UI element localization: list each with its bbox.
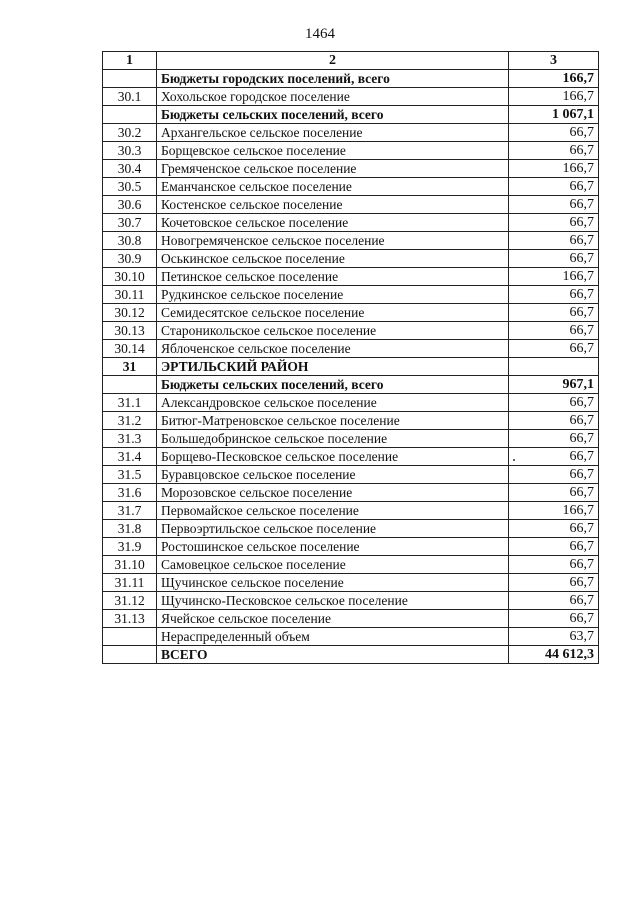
row-number: 30.6 (103, 196, 157, 214)
row-number: 31.7 (103, 502, 157, 520)
row-value: 66,7 (509, 538, 599, 556)
row-value: 66,7 (509, 214, 599, 232)
row-number: 30.3 (103, 142, 157, 160)
row-value: 66,7 (509, 196, 599, 214)
table-row (103, 340, 599, 358)
table-row (103, 214, 599, 232)
scan-speck (513, 459, 515, 461)
row-value: 166,7 (509, 160, 599, 178)
row-name: Бюджеты городских поселений, всего (157, 70, 509, 88)
row-number (103, 628, 157, 646)
row-number: 31.11 (103, 574, 157, 592)
row-value: 1 067,1 (509, 106, 599, 124)
row-name: Бюджеты сельских поселений, всего (157, 376, 509, 394)
row-name: ВСЕГО (157, 646, 509, 664)
row-number: 30.9 (103, 250, 157, 268)
row-name: Буравцовское сельское поселение (157, 466, 509, 484)
row-name: Староникольское сельское поселение (157, 322, 509, 340)
row-number (103, 376, 157, 394)
table-row (103, 196, 599, 214)
row-name: Гремяченское сельское поселение (157, 160, 509, 178)
row-number: 31.10 (103, 556, 157, 574)
table-row (103, 358, 599, 376)
row-name: Петинское сельское поселение (157, 268, 509, 286)
row-name: Новогремяченское сельское поселение (157, 232, 509, 250)
row-number: 30.7 (103, 214, 157, 232)
row-name: Еманчанское сельское поселение (157, 178, 509, 196)
row-name: Битюг-Матреновское сельское поселение (157, 412, 509, 430)
row-value: 66,7 (509, 340, 599, 358)
row-name: Морозовское сельское поселение (157, 484, 509, 502)
row-name: Александровское сельское поселение (157, 394, 509, 412)
table-row (103, 232, 599, 250)
row-value: 66,7 (509, 412, 599, 430)
row-number: 31.9 (103, 538, 157, 556)
row-name: Архангельское сельское поселение (157, 124, 509, 142)
row-name: Оськинское сельское поселение (157, 250, 509, 268)
table-row (103, 430, 599, 448)
row-value: 66,7 (509, 322, 599, 340)
row-number: 30.14 (103, 340, 157, 358)
table-row (103, 610, 599, 628)
table-row (103, 376, 599, 394)
table-row (103, 124, 599, 142)
row-number (103, 646, 157, 664)
row-value: 66,7 (509, 592, 599, 610)
row-name: Самовецкое сельское поселение (157, 556, 509, 574)
page-number: 1464 (305, 26, 335, 42)
row-name: Первомайское сельское поселение (157, 502, 509, 520)
table-row (103, 466, 599, 484)
row-value: 66,7 (509, 286, 599, 304)
table-row (103, 502, 599, 520)
table-row (103, 178, 599, 196)
row-number: 31.5 (103, 466, 157, 484)
header-col-2: 2 (157, 52, 509, 70)
table-row (103, 520, 599, 538)
row-name: Борщевское сельское поселение (157, 142, 509, 160)
row-name: Яблоченское сельское поселение (157, 340, 509, 358)
table-row (103, 322, 599, 340)
row-value: 967,1 (509, 376, 599, 394)
table-row (103, 88, 599, 106)
row-name: Большедобринское сельское поселение (157, 430, 509, 448)
table-row (103, 250, 599, 268)
row-value: 44 612,3 (509, 646, 599, 664)
row-value: 66,7 (509, 610, 599, 628)
row-name: Ячейское сельское поселение (157, 610, 509, 628)
row-number: 31.4 (103, 448, 157, 466)
row-value: 66,7 (509, 304, 599, 322)
row-value: 66,7 (509, 556, 599, 574)
row-number: 30.11 (103, 286, 157, 304)
table-row (103, 448, 599, 466)
row-number: 30.13 (103, 322, 157, 340)
row-name: Костенское сельское поселение (157, 196, 509, 214)
row-name: Щучинско-Песковское сельское поселение (157, 592, 509, 610)
row-number: 30.4 (103, 160, 157, 178)
row-number: 31.6 (103, 484, 157, 502)
row-number: 30.10 (103, 268, 157, 286)
row-value: 66,7 (509, 430, 599, 448)
row-value: 66,7 (509, 232, 599, 250)
table-row (103, 304, 599, 322)
row-value: 66,7 (509, 520, 599, 538)
row-number: 31 (103, 358, 157, 376)
table-row (103, 394, 599, 412)
row-number: 31.2 (103, 412, 157, 430)
table-row (103, 70, 599, 88)
row-name: Ростошинское сельское поселение (157, 538, 509, 556)
row-value: 166,7 (509, 268, 599, 286)
table-row (103, 538, 599, 556)
row-name: Борщево-Песковское сельское поселение (157, 448, 509, 466)
table-header (103, 52, 599, 70)
header-row (103, 52, 599, 70)
row-value: 66,7 (509, 484, 599, 502)
row-value: 66,7 (509, 394, 599, 412)
table-body (103, 70, 599, 664)
row-value: 63,7 (509, 628, 599, 646)
row-number: 30.5 (103, 178, 157, 196)
table-row (103, 628, 599, 646)
table-row (103, 646, 599, 664)
row-number: 31.12 (103, 592, 157, 610)
budget-table (102, 51, 599, 664)
row-name: ЭРТИЛЬСКИЙ РАЙОН (157, 358, 509, 376)
table-row (103, 484, 599, 502)
row-name: Семидесятское сельское поселение (157, 304, 509, 322)
row-number: 30.2 (103, 124, 157, 142)
row-name: Щучинское сельское поселение (157, 574, 509, 592)
row-number: 30.1 (103, 88, 157, 106)
table-row (103, 160, 599, 178)
row-value (509, 358, 599, 376)
row-number: 31.8 (103, 520, 157, 538)
table-row (103, 592, 599, 610)
row-number: 30.8 (103, 232, 157, 250)
row-number: 30.12 (103, 304, 157, 322)
header-col-1: 1 (103, 52, 157, 70)
header-col-3: 3 (509, 52, 599, 70)
row-number (103, 106, 157, 124)
row-number: 31.1 (103, 394, 157, 412)
row-value: 66,7 (509, 250, 599, 268)
row-value: 166,7 (509, 502, 599, 520)
row-value: 66,7 (509, 448, 599, 466)
row-number (103, 70, 157, 88)
row-value: 66,7 (509, 178, 599, 196)
row-value: 66,7 (509, 466, 599, 484)
table-row (103, 268, 599, 286)
row-name: Кочетовское сельское поселение (157, 214, 509, 232)
row-value: 66,7 (509, 124, 599, 142)
table-row (103, 412, 599, 430)
row-value: 66,7 (509, 142, 599, 160)
table-row (103, 142, 599, 160)
row-number: 31.3 (103, 430, 157, 448)
row-name: Нераспределенный объем (157, 628, 509, 646)
row-value: 166,7 (509, 88, 599, 106)
table-row (103, 286, 599, 304)
table-row (103, 556, 599, 574)
table-row (103, 106, 599, 124)
row-name: Хохольское городское поселение (157, 88, 509, 106)
row-name: Первоэртильское сельское поселение (157, 520, 509, 538)
row-value: 66,7 (509, 574, 599, 592)
row-name: Бюджеты сельских поселений, всего (157, 106, 509, 124)
row-number: 31.13 (103, 610, 157, 628)
row-name: Рудкинское сельское поселение (157, 286, 509, 304)
table-row (103, 574, 599, 592)
row-value: 166,7 (509, 70, 599, 88)
